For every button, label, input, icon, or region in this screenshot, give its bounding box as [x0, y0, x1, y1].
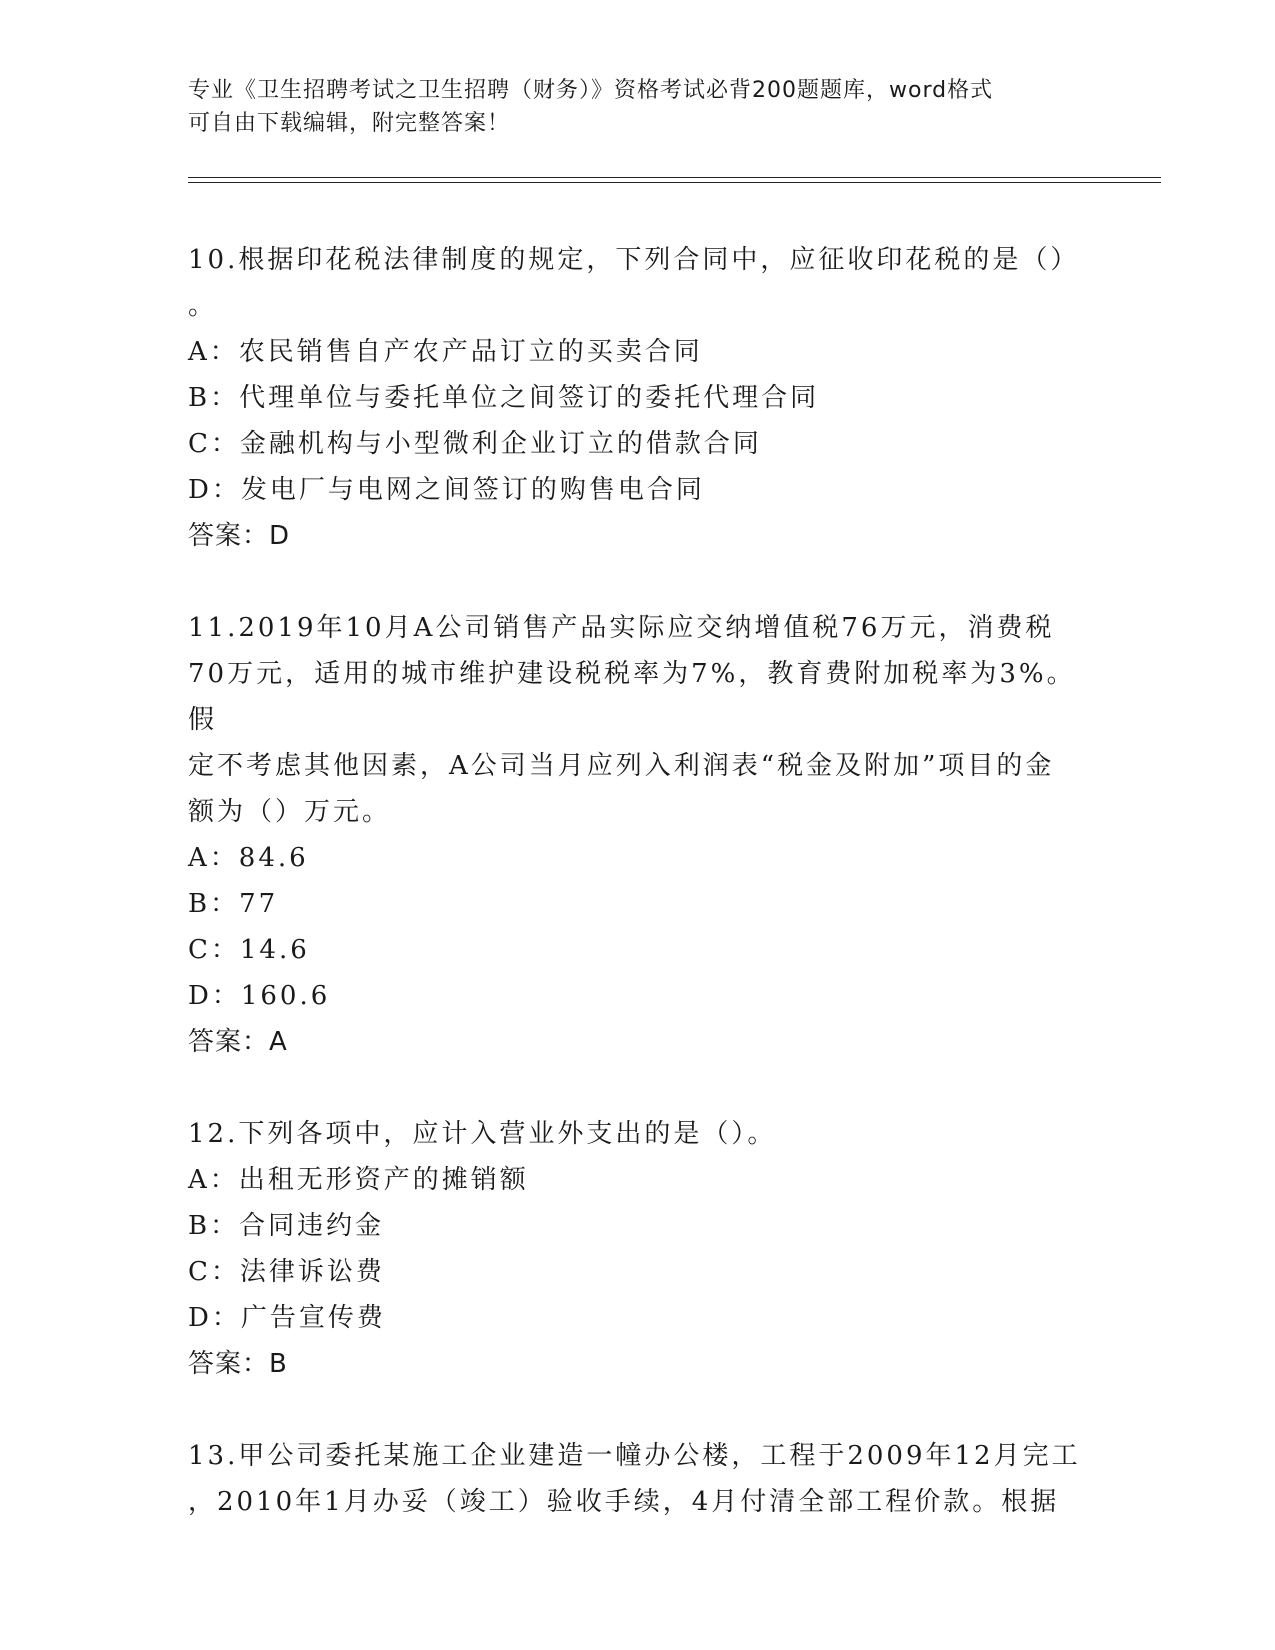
- header-line-1: 专业《卫生招聘考试之卫生招聘（财务）》资格考试必背200题题库，word格式: [188, 78, 994, 103]
- question-stem-line: 70万元，适用的城市维护建设税税率为7%，教育费附加税率为3%。假: [188, 659, 1076, 735]
- question-stem-line: 额为（）万元。: [188, 797, 392, 827]
- option-a: A：84.6: [188, 843, 309, 873]
- option-d: D：160.6: [188, 981, 331, 1011]
- option-b: B：代理单位与委托单位之间签订的委托代理合同: [188, 383, 820, 413]
- answer-line: 答案：B: [188, 1349, 288, 1379]
- question-13: [188, 1433, 1088, 1525]
- question-10: [188, 237, 1088, 559]
- header-line-2: 可自由下载编辑，附完整答案！: [188, 111, 511, 136]
- answer-line: 答案：D: [188, 521, 291, 551]
- document-header: [188, 74, 1088, 140]
- question-stem-line: 。: [188, 291, 218, 321]
- option-b: B：77: [188, 889, 279, 919]
- question-12: [188, 1111, 1088, 1387]
- question-stem-line: ，2010年1月办妥（竣工）验收手续，4月付清全部工程价款。根据: [188, 1487, 1060, 1517]
- header-divider-bottom: [188, 182, 1161, 183]
- question-stem-line: 11.2019年10月A公司销售产品实际应交纳增值税76万元，消费税: [188, 613, 1055, 643]
- option-c: C：14.6: [188, 935, 310, 965]
- question-stem-line: 10.根据印花税法律制度的规定，下列合同中，应征收印花税的是（）: [188, 245, 1080, 275]
- option-d: D：广告宣传费: [188, 1303, 386, 1333]
- option-c: C：金融机构与小型微利企业订立的借款合同: [188, 429, 762, 459]
- option-a: A：出租无形资产的摊销额: [188, 1165, 529, 1195]
- question-stem-line: 12.下列各项中，应计入营业外支出的是（）。: [188, 1119, 777, 1149]
- option-a: A：农民销售自产农产品订立的买卖合同: [188, 337, 703, 367]
- question-list: [188, 237, 1088, 1525]
- option-b: B：合同违约金: [188, 1211, 385, 1241]
- question-stem-line: 定不考虑其他因素，A公司当月应列入利润表“税金及附加”项目的金: [188, 751, 1055, 781]
- option-d: D：发电厂与电网之间签订的购售电合同: [188, 475, 705, 505]
- header-divider-top: [188, 177, 1161, 178]
- question-11: [188, 605, 1088, 1065]
- answer-line: 答案：A: [188, 1027, 288, 1057]
- option-c: C：法律诉讼费: [188, 1257, 385, 1287]
- question-stem-line: 13.甲公司委托某施工企业建造一幢办公楼，工程于2009年12月完工: [188, 1441, 1081, 1471]
